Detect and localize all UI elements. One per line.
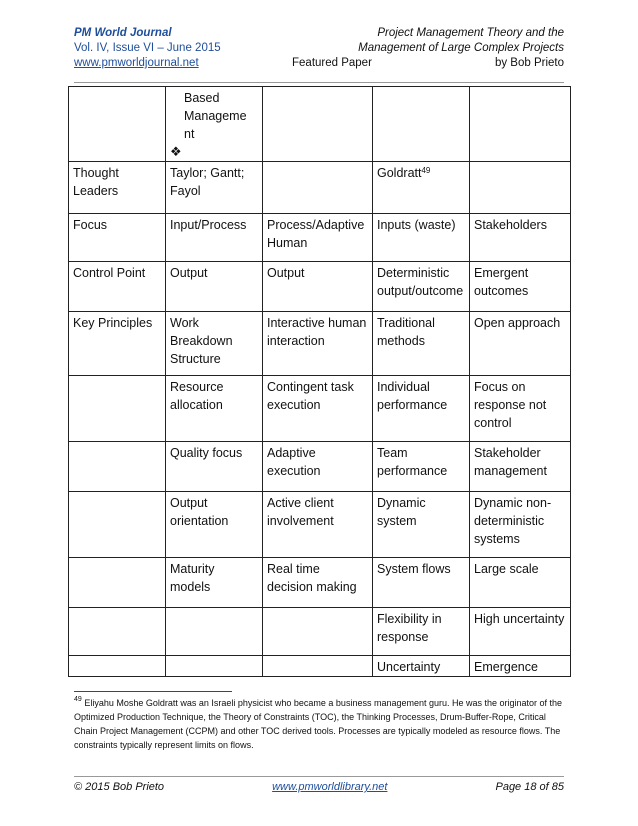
footer-copyright: © 2015 Bob Prieto [74, 781, 165, 793]
table-cell: Traditional methods [373, 312, 470, 376]
table-row [69, 656, 571, 677]
table-cell: Focus on response not control [470, 376, 571, 442]
table-cell: System flows [373, 558, 470, 608]
table-cell: Contingent task execution [263, 376, 373, 442]
comparison-table [68, 86, 571, 677]
table-cell [166, 656, 263, 677]
table-cell [69, 87, 166, 162]
table-cell: Quality focus [166, 442, 263, 492]
row-header-cell: Key Principles [69, 312, 166, 376]
table-row [69, 558, 571, 608]
table-cell: Individual performance [373, 376, 470, 442]
header-divider [74, 82, 564, 83]
table-cell: Stakeholder management [470, 442, 571, 492]
table-row [69, 608, 571, 656]
table-cell [373, 87, 470, 162]
table-cell: Maturity models [166, 558, 263, 608]
table-cell: Work Breakdown Structure [166, 312, 263, 376]
table-cell: Based Manageme nt ❖ [166, 87, 263, 162]
table-row [69, 376, 571, 442]
page-number: Page 18 of 85 [495, 781, 564, 793]
table-cell: Output [263, 262, 373, 312]
footnote-number: 49 [74, 696, 82, 703]
table-cell: Process/Adaptive Human [263, 214, 373, 262]
table-cell: Taylor; Gantt; Fayol [166, 162, 263, 214]
table-cell: Dynamic system [373, 492, 470, 558]
table-cell: Flexibility in response [373, 608, 470, 656]
table-cell [263, 608, 373, 656]
table-row [69, 312, 571, 376]
row-header-cell: Focus [69, 214, 166, 262]
table-row [69, 442, 571, 492]
table-row [69, 262, 571, 312]
table-cell: High uncertainty [470, 608, 571, 656]
journal-website-link[interactable]: www.pmworldjournal.net [74, 57, 199, 69]
row-header-cell [69, 442, 166, 492]
table-cell: Output [166, 262, 263, 312]
row-header-cell: Thought Leaders [69, 162, 166, 214]
table-cell: Inputs (waste) [373, 214, 470, 262]
footer-divider [74, 776, 564, 777]
table-row [69, 214, 571, 262]
table-cell: Emergence [470, 656, 571, 677]
bullet-diamond-icon: ❖ [170, 144, 182, 159]
table-cell: Uncertainty [373, 656, 470, 677]
table-cell: Active client involvement [263, 492, 373, 558]
row-header-cell [69, 376, 166, 442]
table-cell [166, 608, 263, 656]
footnote-text: Eliyahu Moshe Goldratt was an Israeli physicist who became a business management guru. He was the originator of the Optimized Production Technique, the Theory of Constraints (TOC), the Thinking Processes, Drum-Buffer-Rope, Critical Chain Project Management (CCPM) and other TOC derived tools. Processes are typically modeled as resource flows. The constraints typically represent limits on flows. [74, 698, 563, 750]
page-header [74, 26, 564, 71]
table-cell: Stakeholders [470, 214, 571, 262]
table-row [69, 492, 571, 558]
table-cell: Dynamic non-deterministic systems [470, 492, 571, 558]
library-website-link[interactable]: www.pmworldlibrary.net [272, 781, 388, 793]
row-header-cell: Control Point [69, 262, 166, 312]
table-cell [263, 656, 373, 677]
table-cell: Resource allocation [166, 376, 263, 442]
footnote [74, 696, 568, 752]
table-cell: Deterministic output/outcome [373, 262, 470, 312]
footnote-divider [74, 691, 232, 692]
paper-title-line2: Management of Large Complex Projects [358, 42, 564, 54]
section-label: Featured Paper [292, 57, 372, 69]
table-cell: Adaptive execution [263, 442, 373, 492]
table-cell [470, 162, 571, 214]
row-header-cell [69, 558, 166, 608]
table-cell: Emergent outcomes [470, 262, 571, 312]
author-byline: by Bob Prieto [494, 57, 564, 69]
table-cell: Team performance [373, 442, 470, 492]
table-row [69, 87, 571, 162]
row-header-cell [69, 656, 166, 677]
table-cell [263, 87, 373, 162]
table-cell: Large scale [470, 558, 571, 608]
table-cell: Output orientation [166, 492, 263, 558]
row-header-cell [69, 608, 166, 656]
table-row [69, 162, 571, 214]
page-footer [74, 781, 564, 793]
table-cell: Real time decision making [263, 558, 373, 608]
table-cell: Input/Process [166, 214, 263, 262]
table-cell [263, 162, 373, 214]
table-cell [470, 87, 571, 162]
journal-name: PM World Journal [74, 27, 172, 39]
footnote-ref: 49 [421, 166, 431, 175]
table-cell: Open approach [470, 312, 571, 376]
table-cell: Interactive human interaction [263, 312, 373, 376]
paper-title-line1: Project Management Theory and the [377, 27, 564, 39]
row-header-cell [69, 492, 166, 558]
journal-volume: Vol. IV, Issue VI – June 2015 [74, 42, 221, 54]
table-cell: Goldratt$^{49}$ [373, 162, 470, 214]
